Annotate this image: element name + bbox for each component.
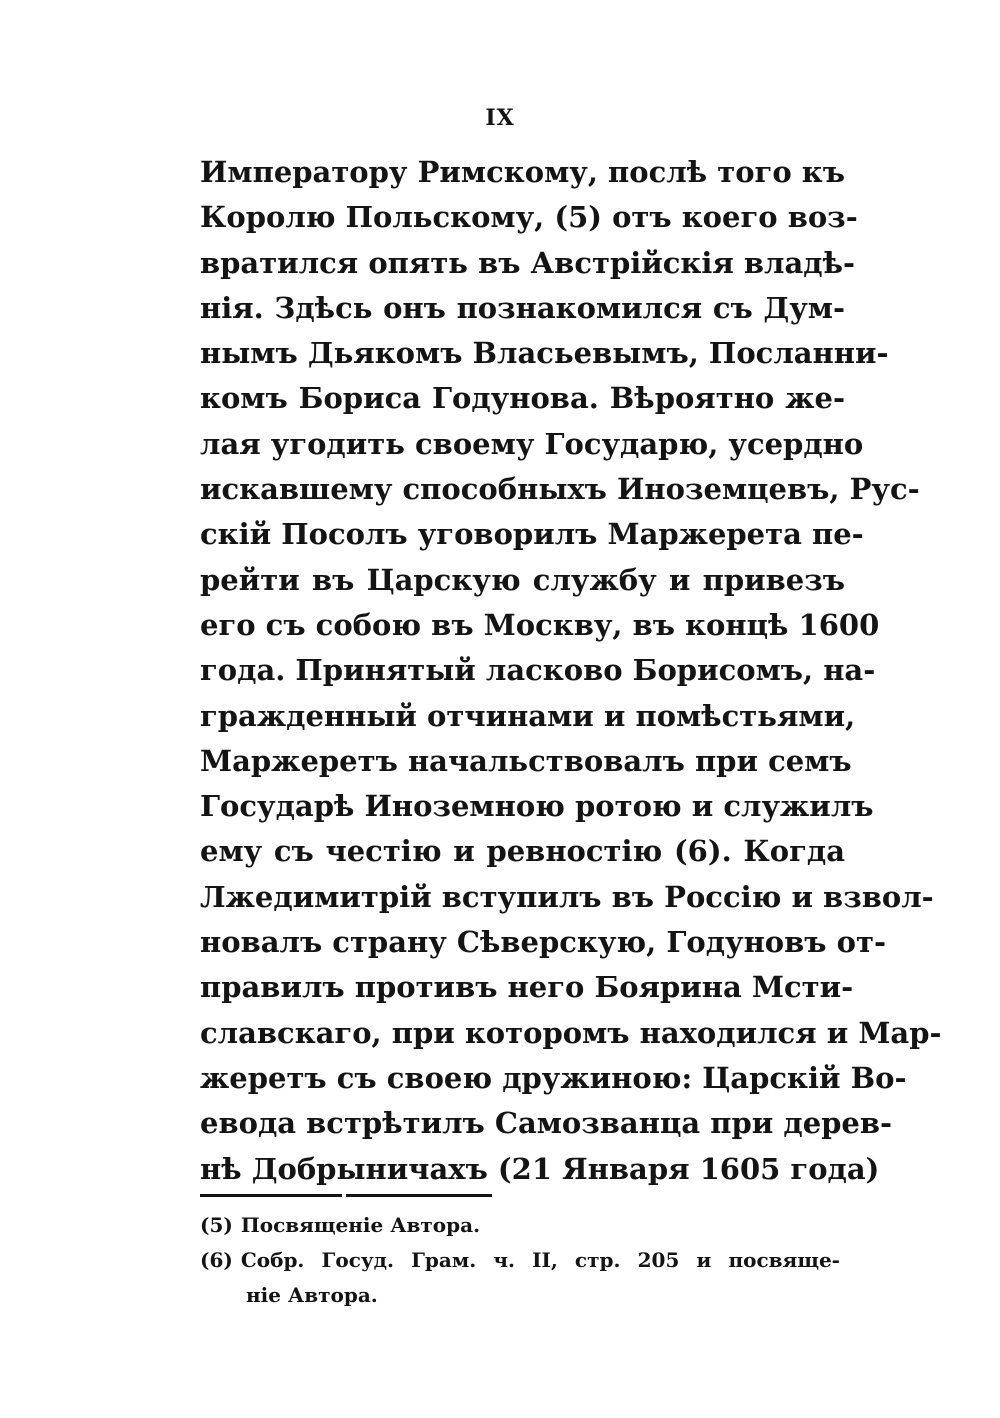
text-line: нія. Здѣсь онъ познакомился съ Дум- xyxy=(200,290,845,325)
page-number: IX xyxy=(485,105,515,131)
text-line: Королю Польскому, (5) отъ коего воз- xyxy=(200,200,858,235)
text-line: Императору Римскому, послѣ того къ xyxy=(200,155,845,189)
text-line: искавшему способныхъ Иноземцевъ, Рус- xyxy=(200,472,920,507)
text-line: Государѣ Иноземною ротою и служилъ xyxy=(200,789,874,824)
text-line: комъ Бориса Годунова. Вѣроятно же- xyxy=(200,381,845,416)
text-line: рейти въ Царскую службу и привезъ xyxy=(200,562,845,597)
footnotes xyxy=(200,1208,840,1313)
footnote-mark: (5) xyxy=(200,1213,233,1237)
footnote-text: Посвященіе Автора. xyxy=(240,1213,481,1237)
main-text xyxy=(200,150,942,1192)
text-line: нѣ Добрыничахъ (21 Января 1605 года) xyxy=(200,1151,880,1186)
footnote-first-line xyxy=(200,1243,840,1278)
footnote-mark: (6) xyxy=(200,1248,233,1272)
text-line: нымъ Дьякомъ Власьевымъ, Посланни- xyxy=(200,336,889,371)
text-line: скій Посолъ уговорилъ Маржерета пе- xyxy=(200,517,864,552)
text-line: Лжедимитрій вступилъ въ Россію и взвол- xyxy=(200,879,934,914)
footnote-item xyxy=(200,1243,840,1313)
footnote-text: Собр. Госуд. Грам. ч. II, стр. 205 и посвяще- xyxy=(240,1248,840,1272)
footnote-item xyxy=(200,1208,840,1243)
footnote-text-continued: ніе Автора. xyxy=(246,1283,378,1307)
text-line: лая угодить своему Государю, усердно xyxy=(200,426,864,461)
text-line: славскаго, при которомъ находился и Мар- xyxy=(200,1015,942,1050)
text-line: ему съ честію и ревностію (6). Когда xyxy=(200,834,845,869)
text-line: новалъ страну Сѣверскую, Годуновъ от- xyxy=(200,925,886,960)
text-line: Маржеретъ начальствовалъ при семъ xyxy=(200,743,852,778)
text-line: вратился опять въ Австрійскія владѣ- xyxy=(200,245,856,280)
text-line: года. Принятый ласково Борисомъ, на- xyxy=(200,653,876,688)
footnote-divider xyxy=(200,1194,492,1197)
text-line: жеретъ съ своею дружиною: Царскій Во- xyxy=(200,1060,907,1095)
text-line: его съ собою въ Москву, въ концѣ 1600 xyxy=(200,607,880,642)
text-line: правилъ противъ него Боярина Мсти- xyxy=(200,970,854,1005)
text-line: евода встрѣтилъ Самозванца при дерев- xyxy=(200,1106,893,1141)
text-line: гражденный отчинами и помѣстьями, xyxy=(200,698,856,733)
